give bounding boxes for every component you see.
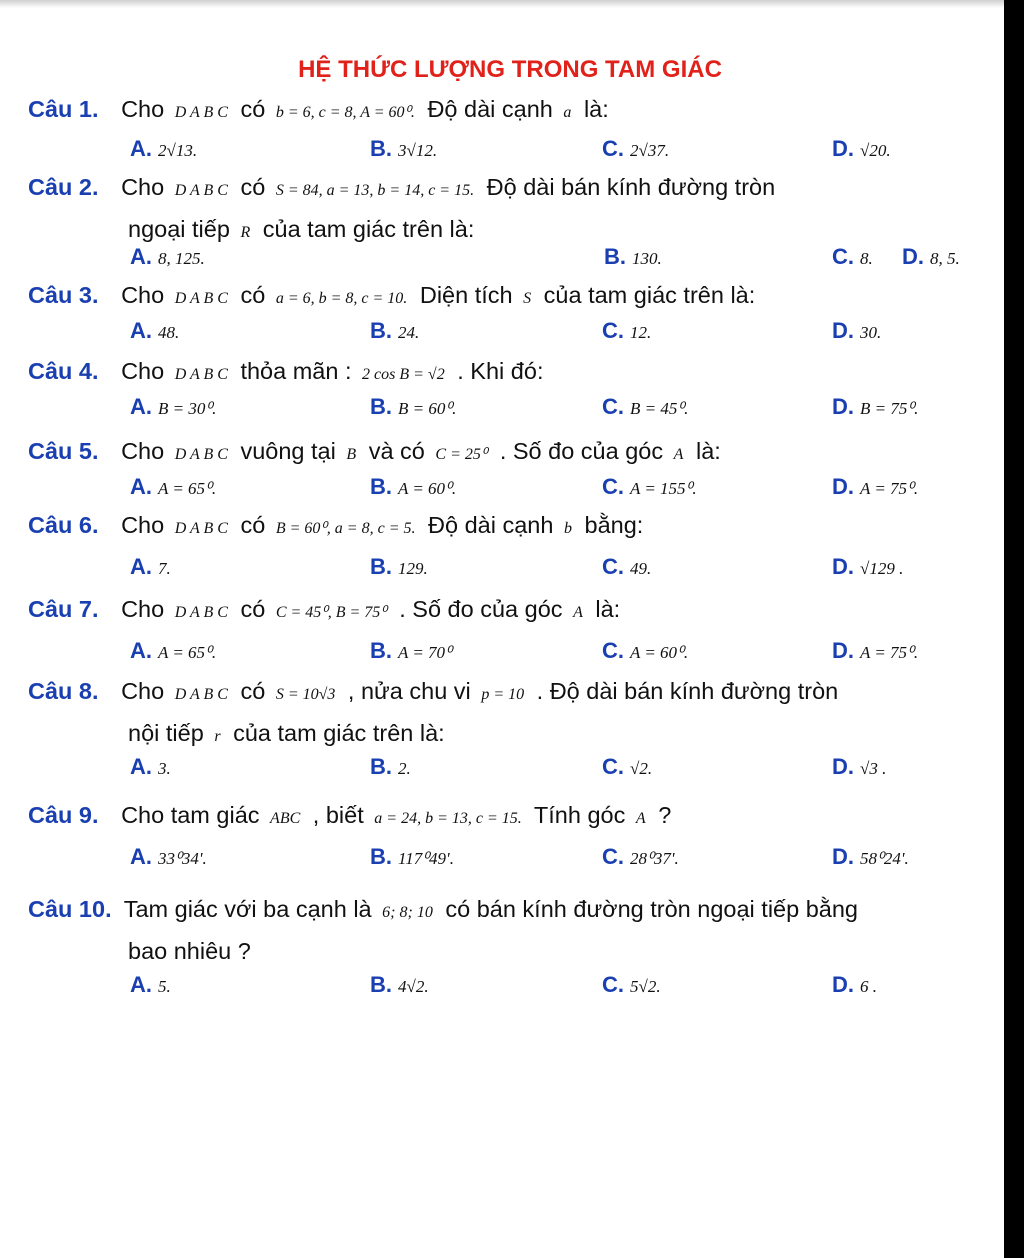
math-expression: a = 24, b = 13, c = 15. bbox=[374, 810, 522, 827]
question-text: , biết bbox=[312, 802, 364, 828]
question-number: Câu 10. bbox=[28, 896, 112, 922]
answer-options bbox=[130, 474, 1000, 510]
option-a[interactable]: A. 3. bbox=[130, 754, 171, 779]
question-10 bbox=[28, 890, 988, 970]
option-c[interactable]: C. A = 60⁰. bbox=[602, 638, 689, 663]
option-c[interactable]: C. 12. bbox=[602, 318, 652, 343]
option-b[interactable]: B. 129. bbox=[370, 554, 428, 579]
option-d[interactable]: D. √129 . bbox=[832, 554, 904, 579]
question-number: Câu 3. bbox=[28, 282, 99, 308]
math-expression: S = 10√3 bbox=[275, 686, 336, 703]
option-d[interactable]: D. √3 . bbox=[832, 754, 887, 779]
question-text: bằng: bbox=[584, 512, 644, 538]
math-expression: r bbox=[214, 728, 221, 745]
option-b[interactable]: B. 3√12. bbox=[370, 136, 438, 161]
math-expression: b bbox=[563, 520, 572, 537]
math-expression: b = 6, c = 8, A = 60⁰. bbox=[275, 104, 415, 121]
answer-options bbox=[130, 244, 1000, 280]
question-text: ? bbox=[658, 802, 672, 828]
math-expression: D A B C bbox=[174, 182, 228, 199]
question-text: . Độ dài bán kính đường tròn bbox=[536, 678, 839, 704]
question-text: Độ dài cạnh bbox=[427, 96, 553, 122]
question-8 bbox=[28, 672, 988, 756]
option-d[interactable]: D. √20. bbox=[832, 136, 891, 161]
option-a[interactable]: A. 2√13. bbox=[130, 136, 198, 161]
math-expression: 6; 8; 10 bbox=[382, 904, 433, 921]
option-c[interactable]: C. 28⁰37'. bbox=[602, 844, 679, 869]
option-c[interactable]: C. 2√37. bbox=[602, 136, 670, 161]
question-text: vuông tại bbox=[240, 438, 336, 464]
question-number: Câu 7. bbox=[28, 596, 99, 622]
question-1 bbox=[28, 90, 988, 132]
question-number: Câu 5. bbox=[28, 438, 99, 464]
question-continuation: bao nhiêu ? bbox=[128, 938, 251, 964]
math-expression: p = 10 bbox=[481, 686, 525, 703]
answer-options bbox=[130, 844, 1000, 880]
option-a[interactable]: A. B = 30⁰. bbox=[130, 394, 217, 419]
math-expression: A bbox=[573, 604, 583, 621]
question-text: Cho bbox=[121, 282, 165, 308]
answer-options bbox=[130, 318, 1000, 354]
option-b[interactable]: B. 130. bbox=[604, 244, 662, 269]
math-expression: D A B C bbox=[174, 366, 228, 383]
question-text: Diện tích bbox=[419, 282, 513, 308]
question-2 bbox=[28, 168, 988, 252]
question-text: Độ dài bán kính đường tròn bbox=[486, 174, 776, 200]
answer-options bbox=[130, 136, 1000, 172]
question-text: Cho bbox=[121, 512, 165, 538]
question-7 bbox=[28, 590, 988, 632]
question-text: Tính góc bbox=[533, 802, 626, 828]
question-continuation: ngoại tiếp R của tam giác trên là: bbox=[128, 216, 475, 242]
option-c[interactable]: C. 8. bbox=[832, 244, 873, 269]
math-expression: S = 84, a = 13, b = 14, c = 15. bbox=[275, 182, 475, 199]
math-expression: D A B C bbox=[174, 686, 228, 703]
option-a[interactable]: A. 8, 125. bbox=[130, 244, 205, 269]
question-text: . Số đo của góc bbox=[499, 438, 664, 464]
math-expression: A bbox=[673, 446, 684, 463]
math-expression: D A B C bbox=[174, 520, 228, 537]
math-expression: 2 cos B = √2 bbox=[362, 366, 445, 383]
math-expression: C = 45⁰, B = 75⁰ bbox=[275, 604, 387, 621]
option-a[interactable]: A. 7. bbox=[130, 554, 171, 579]
question-4 bbox=[28, 352, 988, 394]
option-b[interactable]: B. 2. bbox=[370, 754, 411, 779]
question-text: Cho bbox=[121, 678, 165, 704]
question-text: là: bbox=[583, 96, 609, 122]
question-text: có bbox=[240, 174, 266, 200]
question-text: có bán kính đường tròn ngoại tiếp bằng bbox=[445, 896, 859, 922]
question-5 bbox=[28, 432, 988, 474]
question-text: Tam giác với ba cạnh là bbox=[123, 896, 372, 922]
question-number: Câu 6. bbox=[28, 512, 99, 538]
question-text: có bbox=[240, 96, 266, 122]
question-text: Cho bbox=[121, 358, 165, 384]
option-c[interactable]: C. 49. bbox=[602, 554, 652, 579]
math-expression: ABC bbox=[270, 810, 301, 827]
option-c[interactable]: C. 5√2. bbox=[602, 972, 661, 997]
question-text: Độ dài cạnh bbox=[428, 512, 554, 538]
question-continuation: nội tiếp r của tam giác trên là: bbox=[128, 720, 445, 746]
math-expression: A bbox=[635, 810, 646, 827]
answer-options bbox=[130, 754, 1000, 790]
math-expression: D A B C bbox=[174, 446, 228, 463]
answer-options bbox=[130, 972, 1000, 1008]
math-expression: D A B C bbox=[174, 290, 228, 307]
option-d[interactable]: D. A = 75⁰. bbox=[832, 474, 919, 499]
option-a[interactable]: A. 33⁰34'. bbox=[130, 844, 207, 869]
option-d[interactable]: D. 58⁰24'. bbox=[832, 844, 909, 869]
math-expression: B bbox=[346, 446, 357, 463]
option-b[interactable]: B. A = 60⁰. bbox=[370, 474, 457, 499]
question-text: Cho bbox=[121, 174, 165, 200]
math-expression: a = 6, b = 8, c = 10. bbox=[275, 290, 408, 307]
option-d[interactable]: D. 6 . bbox=[832, 972, 877, 997]
question-text: Cho tam giác bbox=[121, 802, 260, 828]
question-text: và có bbox=[368, 438, 425, 464]
math-expression: B = 60⁰, a = 8, c = 5. bbox=[275, 520, 416, 537]
question-text: của tam giác trên là: bbox=[543, 282, 756, 308]
option-a[interactable]: A. 5. bbox=[130, 972, 171, 997]
question-number: Câu 9. bbox=[28, 802, 99, 828]
math-expression: C = 25⁰ bbox=[435, 446, 488, 463]
option-b[interactable]: B. 4√2. bbox=[370, 972, 429, 997]
question-text: thỏa mãn : bbox=[240, 358, 352, 384]
question-text: , nửa chu vi bbox=[347, 678, 471, 704]
answer-options bbox=[130, 554, 1000, 590]
math-expression: D A B C bbox=[174, 604, 228, 621]
question-text: có bbox=[240, 282, 266, 308]
option-d[interactable]: D. 30. bbox=[832, 318, 882, 343]
question-text: là: bbox=[695, 438, 721, 464]
option-c[interactable]: C. A = 155⁰. bbox=[602, 474, 697, 499]
option-b[interactable]: B. 24. bbox=[370, 318, 420, 343]
top-shadow bbox=[0, 0, 1004, 8]
math-expression: R bbox=[240, 224, 251, 241]
question-number: Câu 4. bbox=[28, 358, 99, 384]
question-number: Câu 8. bbox=[28, 678, 99, 704]
question-number: Câu 2. bbox=[28, 174, 99, 200]
option-b[interactable]: B. A = 70⁰ bbox=[370, 638, 452, 663]
question-text: . Số đo của góc bbox=[399, 596, 563, 622]
question-number: Câu 1. bbox=[28, 96, 99, 122]
option-c[interactable]: C. √2. bbox=[602, 754, 653, 779]
question-text: có bbox=[240, 678, 266, 704]
screen-edge bbox=[1004, 0, 1024, 1258]
question-text: Cho bbox=[121, 96, 165, 122]
option-c[interactable]: C. B = 45⁰. bbox=[602, 394, 689, 419]
question-9 bbox=[28, 796, 988, 838]
question-text: . Khi đó: bbox=[457, 358, 544, 384]
page-title: HỆ THỨC LƯỢNG TRONG TAM GIÁC bbox=[298, 56, 722, 83]
option-a[interactable]: A. A = 65⁰. bbox=[130, 474, 217, 499]
question-text: có bbox=[240, 596, 266, 622]
option-d[interactable]: D. B = 75⁰. bbox=[832, 394, 919, 419]
question-6 bbox=[28, 506, 988, 548]
option-b[interactable]: B. B = 60⁰. bbox=[370, 394, 457, 419]
math-expression: a bbox=[563, 104, 572, 121]
question-text: Cho bbox=[121, 438, 165, 464]
question-text: Cho bbox=[121, 596, 165, 622]
answer-options bbox=[130, 394, 1000, 430]
question-text: có bbox=[240, 512, 266, 538]
question-3 bbox=[28, 276, 988, 318]
option-d[interactable]: D. A = 75⁰. bbox=[832, 638, 919, 663]
math-expression: D A B C bbox=[174, 104, 228, 121]
question-text: là: bbox=[595, 596, 621, 622]
option-d[interactable]: D. 8, 5. bbox=[902, 244, 960, 269]
option-a[interactable]: A. 48. bbox=[130, 318, 180, 343]
math-expression: S bbox=[523, 290, 532, 307]
option-b[interactable]: B. 117⁰49'. bbox=[370, 844, 454, 869]
answer-options bbox=[130, 638, 1000, 674]
option-a[interactable]: A. A = 65⁰. bbox=[130, 638, 217, 663]
